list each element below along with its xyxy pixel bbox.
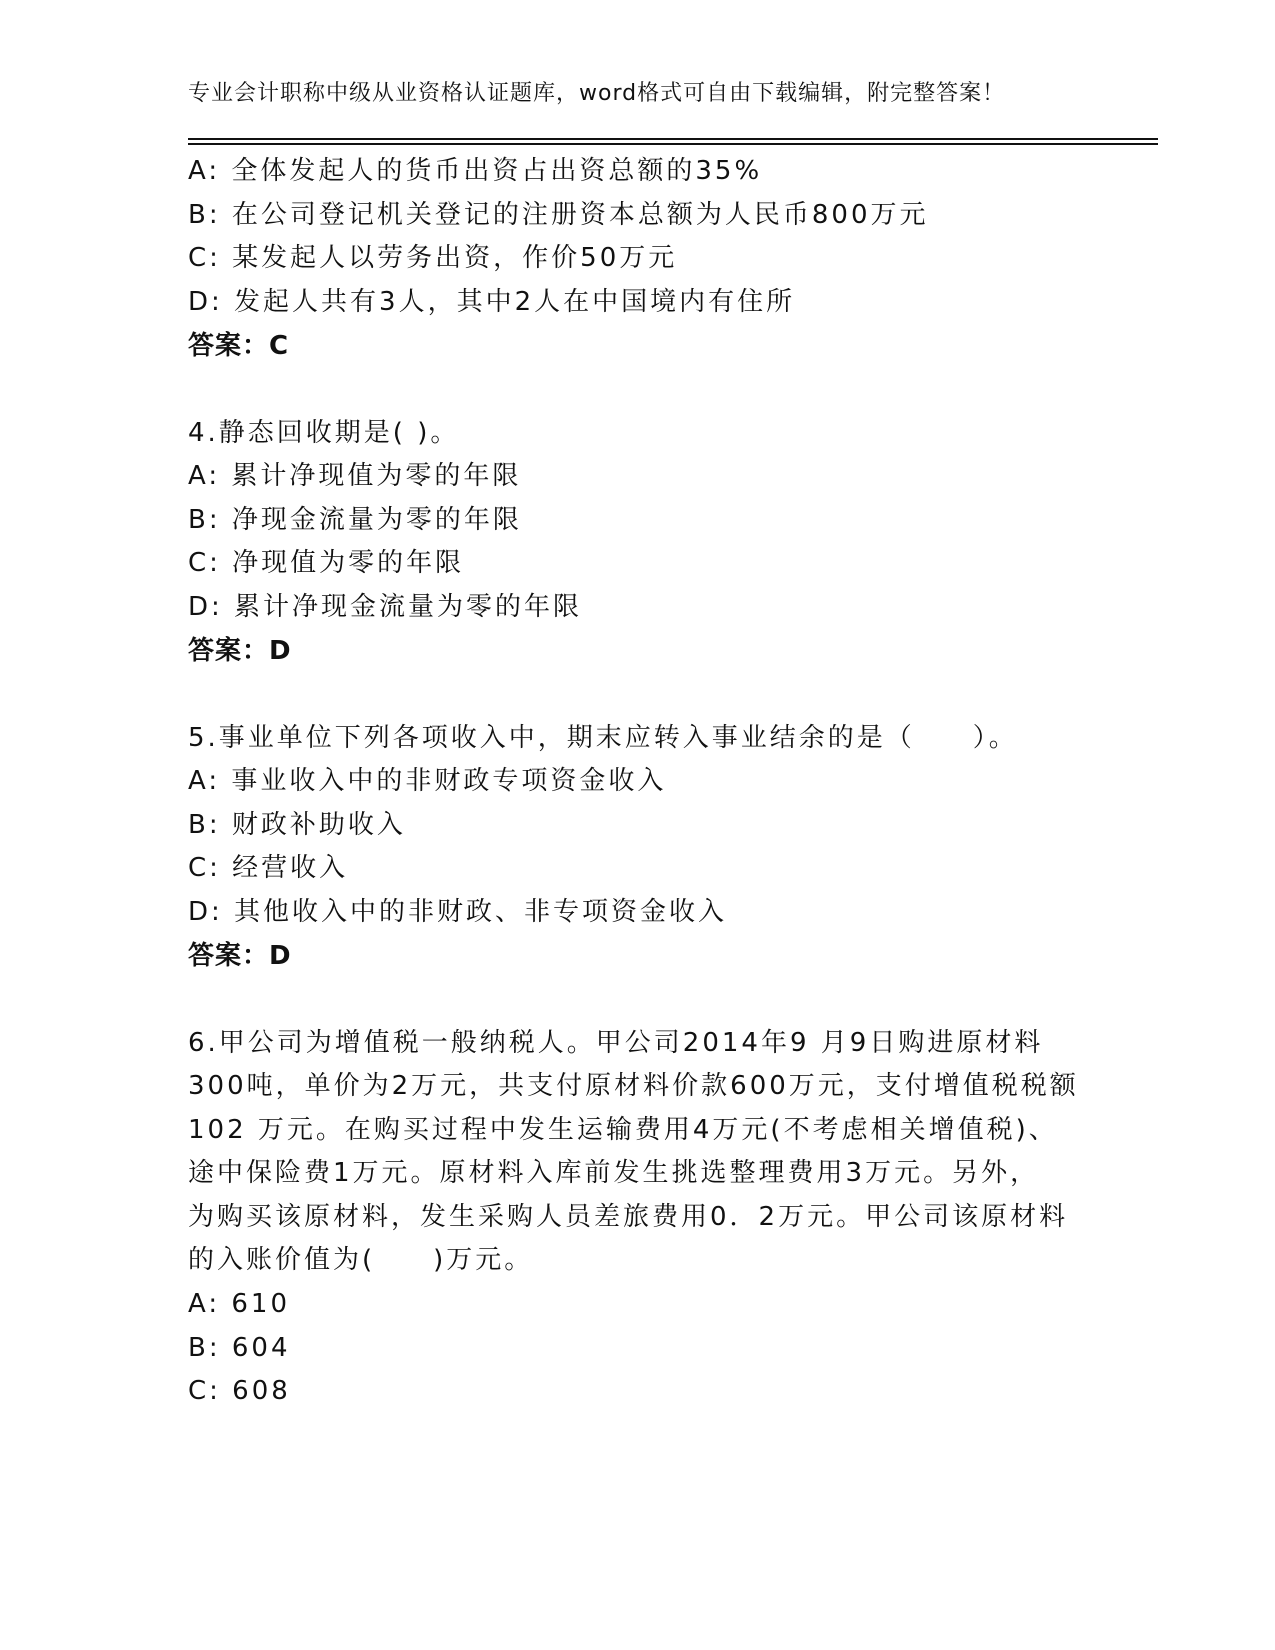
header-rule-top [188, 138, 1158, 140]
q6-stem-line-2: 300吨，单价为2万元，共支付原材料价款600万元，支付增值税税额 [188, 1071, 1079, 1101]
q4-option-a: A: 累计净现值为零的年限 [188, 461, 522, 491]
header-rule-bottom [188, 143, 1158, 145]
q3-answer: 答案：C [188, 331, 290, 361]
q6-stem-line-3: 102 万元。在购买过程中发生运输费用4万元(不考虑相关增值税)、 [188, 1115, 1058, 1145]
q5-stem: 5.事业单位下列各项收入中，期末应转入事业结余的是（ ）。 [188, 723, 1018, 753]
q3-option-d: D: 发起人共有3人，其中2人在中国境内有住所 [188, 287, 796, 317]
q5-answer: 答案：D [188, 941, 292, 971]
q6-option-a: A: 610 [188, 1289, 290, 1319]
q4-stem: 4.静态回收期是( )。 [188, 418, 460, 448]
q6-option-b: B: 604 [188, 1333, 291, 1363]
q6-stem-line-6: 的入账价值为( )万元。 [188, 1245, 534, 1275]
q4-answer: 答案：D [188, 636, 292, 666]
q3-option-a: A: 全体发起人的货币出资占出资总额的35% [188, 156, 763, 186]
q4-option-c: C: 净现值为零的年限 [188, 548, 465, 578]
q5-option-c: C: 经营收入 [188, 853, 349, 883]
q6-stem-line-1: 6.甲公司为增值税一般纳税人。甲公司2014年9 月9日购进原材料 [188, 1028, 1044, 1058]
q6-option-c: C: 608 [188, 1376, 291, 1406]
q6-stem-line-5: 为购买该原材料，发生采购人员差旅费用0．2万元。甲公司该原材料 [188, 1202, 1069, 1232]
page-header: 专业会计职称中级从业资格认证题库，word格式可自由下载编辑，附完整答案！ [188, 81, 1006, 106]
q3-option-b: B: 在公司登记机关登记的注册资本总额为人民币800万元 [188, 200, 929, 230]
q5-option-b: B: 财政补助收入 [188, 810, 406, 840]
q4-option-d: D: 累计净现金流量为零的年限 [188, 592, 583, 622]
q5-option-a: A: 事业收入中的非财政专项资金收入 [188, 766, 667, 796]
q4-option-b: B: 净现金流量为零的年限 [188, 505, 522, 535]
q5-option-d: D: 其他收入中的非财政、非专项资金收入 [188, 897, 728, 927]
q3-option-c: C: 某发起人以劳务出资，作价50万元 [188, 243, 678, 273]
q6-stem-line-4: 途中保险费1万元。原材料入库前发生挑选整理费用3万元。另外， [188, 1158, 1040, 1188]
